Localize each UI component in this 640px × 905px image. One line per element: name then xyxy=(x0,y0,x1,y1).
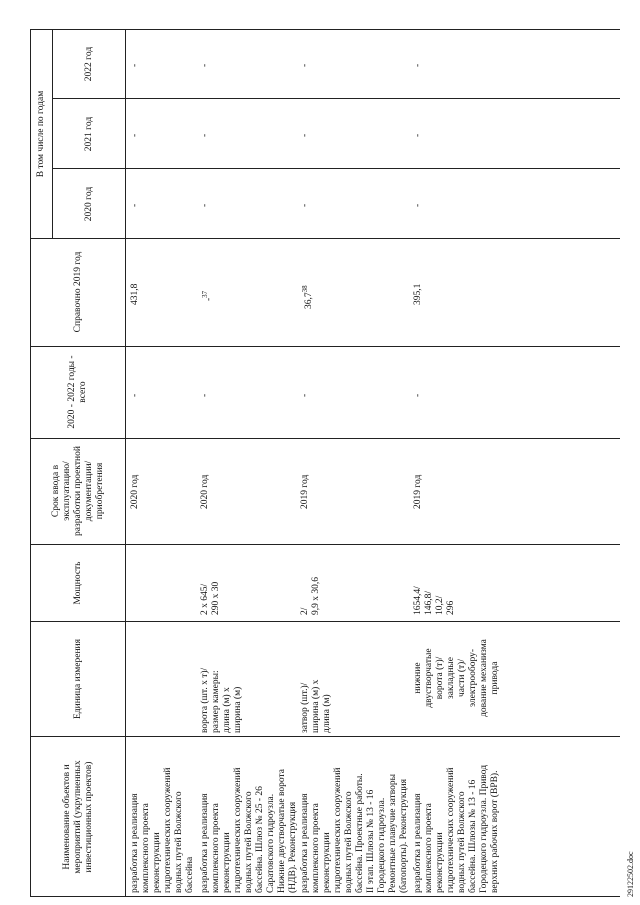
col-divider xyxy=(30,621,620,622)
header-term: Срок ввода в эксплуатацию/ разработки проектной документации/ приобретения xyxy=(50,446,105,536)
footnote-ref: 37 xyxy=(201,290,209,298)
row-2020: - xyxy=(413,203,423,207)
footnote-ref: 38 xyxy=(301,285,309,293)
row-unit: ворота (шт. х т)/ размер камеры: длина (м) х ширина (м) xyxy=(200,667,243,733)
col-divider xyxy=(30,438,620,439)
row-total: - xyxy=(413,393,423,397)
header-total: 2020 - 2022 годы - всего xyxy=(67,355,88,429)
row-unit: затвор (шт.)/ ширина (м) х длина (м) xyxy=(300,679,332,733)
header-name: Наименование объектов и мероприятий (укрупненных инвестиционных проектов) xyxy=(61,760,94,874)
row-2022: - xyxy=(300,63,310,67)
row-total: - xyxy=(130,393,140,397)
row-term: 2020 год xyxy=(200,474,210,509)
table-top-border xyxy=(30,29,31,897)
row-term: 2020 год xyxy=(130,474,140,509)
row-name: разработка и реализация комплексного проекта реконструкции гидротехнических сооружений водных путей Волжского бассейна. Проектные работы. II этап. Шлюзы № 13 - 16 Городецкого гидроузла. Ремонтные плавучие затворы (батопорты). Реконструкция xyxy=(300,767,409,893)
investment-table xyxy=(30,29,620,897)
header-unit: Единица измерения xyxy=(72,639,83,719)
row-power: 2 х 645/ 290 х 30 xyxy=(200,581,221,615)
header-bottom-border xyxy=(125,29,126,897)
header-2020: 2020 год xyxy=(83,186,94,222)
row-total: - xyxy=(300,393,310,397)
row-name: разработка и реализация комплексного проекта реконструкции гидротехнических сооружений водных путей Волжского бассейна xyxy=(130,767,195,893)
header-2022: 2022 год xyxy=(83,46,94,82)
row-ref: 431,8 xyxy=(130,283,140,305)
row-ref: -$^{37}$ xyxy=(201,290,215,301)
row-2021: - xyxy=(130,133,140,137)
row-2022: - xyxy=(413,63,423,67)
col-divider xyxy=(30,238,620,239)
header-byyear: В том числе по годам xyxy=(36,90,46,178)
row-2020: - xyxy=(130,203,140,207)
col-divider xyxy=(30,29,620,30)
row-2022: - xyxy=(200,63,210,67)
row-total: - xyxy=(200,393,210,397)
col-divider xyxy=(52,168,620,169)
row-ref: 395,1 xyxy=(413,283,423,305)
footer-filename: 29122502.doc xyxy=(626,851,635,897)
row-name: разработка и реализация комплексного проекта реконструкции гидротехнических сооружений водных путей Волжского бассейна. Шлюзы № 13 - 16 Городецкого гидроузла. Привод верхних рабочих ворот (ВРВ). xyxy=(413,764,500,893)
header-ref: Справочно 2019 год xyxy=(72,251,83,333)
row-2021: - xyxy=(200,133,210,137)
header-power: Мощность xyxy=(72,561,83,605)
row-2021: - xyxy=(413,133,423,137)
row-term: 2019 год xyxy=(300,474,310,509)
row-2020: - xyxy=(300,203,310,207)
row-2020: - xyxy=(200,203,210,207)
row-power: 1654,4/ 146,8/ 10,2/ 296 xyxy=(413,586,456,615)
col-divider xyxy=(30,896,620,897)
row-2021: - xyxy=(300,133,310,137)
row-term: 2019 год xyxy=(413,474,423,509)
col-divider xyxy=(30,346,620,347)
row-name: разработка и реализация комплексного проекта реконструкции гидротехнических сооружений водных путей Волжского бассейна. Шлюз № 25 - 26 Саратовского гидроузла. Нижние двустворчатые ворота (НДВ). Реконструкция xyxy=(200,767,298,893)
row-ref: 36,7$^{38}$ xyxy=(301,285,315,309)
row-power: 2/ 9,9 х 30,6 xyxy=(300,577,321,615)
header-2021: 2021 год xyxy=(83,116,94,152)
col-divider xyxy=(30,544,620,545)
row-2022: - xyxy=(130,63,140,67)
byyear-divider xyxy=(52,29,53,239)
col-divider xyxy=(52,98,620,99)
row-unit: нижние двустворчатые ворота (т)/ закладные части (т)/ электрообору- дование механизма привода xyxy=(413,639,500,717)
